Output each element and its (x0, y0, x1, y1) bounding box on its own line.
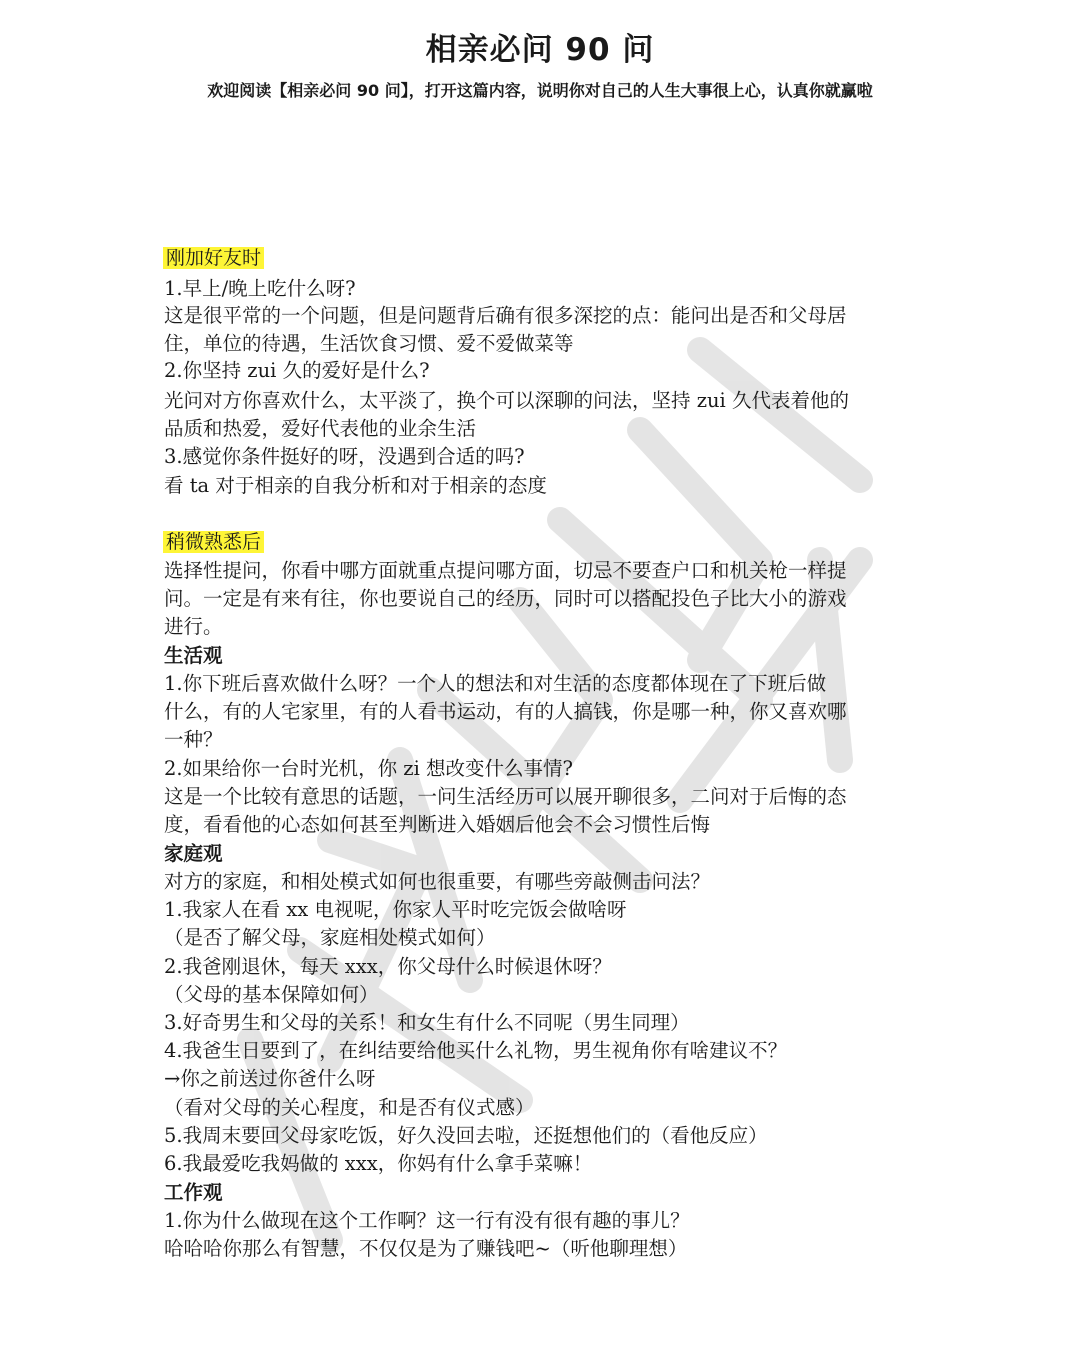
text-line: 品质和热爱，爱好代表他的业余生活 (164, 417, 477, 440)
text-line: 问。一定是有来有往，你也要说自己的经历，同时可以搭配投色子比大小的游戏 (164, 587, 847, 610)
heading-work: 工作观 (164, 1181, 223, 1204)
text-line: 5.我周末要回父母家吃饭，好久没回去啦，还挺想他们的（看他反应） (164, 1124, 768, 1147)
text-line: （看对父母的关心程度，和是否有仪式感） (164, 1096, 535, 1119)
section-tag-new-friend (164, 244, 924, 272)
text-line: 1.你下班后喜欢做什么呀？一个人的想法和对生活的态度都体现在了下班后做 (164, 672, 827, 695)
text-line: 光问对方你喜欢什么，太平淡了，换个可以深聊的问法，坚持 zui 久代表着他的 (164, 389, 849, 412)
page-subtitle: 欢迎阅读【相亲必问 90 问】，打开这篇内容，说明你对自己的人生大事很上心，认真你就赢啦 (207, 81, 873, 100)
text-line: 住，单位的待遇，生活饮食习惯、爱不爱做菜等 (164, 332, 574, 355)
text-line: 3.感觉你条件挺好的呀，没遇到合适的吗? (164, 445, 525, 468)
text-line: 这是一个比较有意思的话题，一问生活经历可以展开聊很多，二问对于后悔的态 (164, 785, 847, 808)
text-line: 1.你为什么做现在这个工作啊？这一行有没有很有趣的事儿？ (164, 1209, 690, 1232)
text-line: 2.如果给你一台时光机，你 zi 想改变什么事情? (164, 757, 573, 780)
text-line: 1.我家人在看 xx 电视呢，你家人平时吃完饭会做啥呀 (164, 898, 627, 921)
text-line: 4.我爸生日要到了，在纠结要给他买什么礼物，男生视角你有啥建议不？ (164, 1039, 788, 1062)
text-line: （父母的基本保障如何） (164, 983, 379, 1006)
text-line: 2.你坚持 zui 久的爱好是什么? (164, 359, 430, 382)
text-line: 这是很平常的一个问题，但是问题背后确有很多深挖的点：能问出是否和父母居 (164, 304, 847, 327)
text-line: 看 ta 对于相亲的自我分析和对于相亲的态度 (164, 474, 547, 497)
section-tag-familiar (164, 528, 924, 556)
text-line: 一种？ (164, 728, 223, 751)
text-line: 6.我最爱吃我妈做的 xxx，你妈有什么拿手菜嘛！ (164, 1152, 593, 1175)
page-title: 相亲必问 90 问 (425, 32, 655, 68)
heading-life: 生活观 (164, 644, 223, 667)
text-line: 选择性提问，你看中哪方面就重点提问哪方面，切忌不要查户口和机关枪一样提 (164, 559, 847, 582)
highlight-tag: 稍微熟悉后 (163, 531, 264, 553)
text-line: 对方的家庭，和相处模式如何也很重要，有哪些旁敲侧击问法？ (164, 870, 711, 893)
highlight-tag: 刚加好友时 (163, 247, 264, 269)
text-line: 2.我爸刚退休，每天 xxx，你父母什么时候退休呀？ (164, 955, 612, 978)
text-line: 1.早上/晚上吃什么呀? (164, 277, 356, 300)
text-line: 哈哈哈你那么有智慧，不仅仅是为了赚钱吧~（听他聊理想） (164, 1237, 688, 1260)
heading-family: 家庭观 (164, 842, 223, 865)
text-line: 进行。 (164, 615, 223, 638)
text-line: 度，看看他的心态如何甚至判断进入婚姻后他会不会习惯性后悔 (164, 813, 711, 836)
text-line: （是否了解父母，家庭相处模式如何） (164, 926, 496, 949)
text-line: 3.好奇男生和父母的关系！和女生有什么不同呢（男生同理） (164, 1011, 690, 1034)
text-line: →你之前送过你爸什么呀 (164, 1067, 376, 1090)
text-line: 什么，有的人宅家里，有的人看书运动，有的人搞钱，你是哪一种，你又喜欢哪 (164, 700, 847, 723)
